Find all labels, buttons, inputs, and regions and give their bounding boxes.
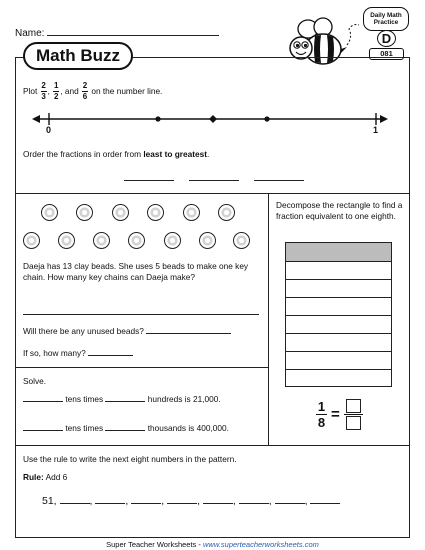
bead (164, 232, 181, 249)
beads-word-problem: Daeja has 13 clay beads. She uses 5 beads to make one key chain. How many key chains can Daeja make? (23, 261, 249, 282)
bead (199, 232, 216, 249)
fraction-two-sixths: $\frac{2}{6}$ (82, 81, 88, 101)
name-field[interactable] (47, 26, 219, 36)
pattern-blank-8[interactable] (310, 495, 340, 504)
shaded-section (286, 243, 391, 261)
beads-answer-line[interactable] (23, 306, 259, 315)
number-line-end: 1 (373, 125, 379, 135)
how-many-question: If so, how many? (23, 347, 133, 359)
badge-letter: D (377, 30, 396, 47)
unused-beads-answer[interactable] (146, 325, 231, 334)
plot-instruction: Plot $\frac{2}{3}$ , $\frac{1}{2}$ , and $\frac{2}{6}$ on the number line. (23, 81, 163, 101)
solve-label: Solve. (23, 376, 47, 386)
solve-line-1: tens times hundreds is 21,000. (23, 393, 221, 405)
name-row (15, 26, 219, 39)
divider-h3 (15, 445, 410, 446)
bead (218, 204, 235, 221)
solve-1-hundreds-blank[interactable] (105, 393, 145, 402)
pattern-blank-4[interactable] (167, 495, 197, 504)
fraction-one-half: $\frac{1}{2}$ (54, 81, 59, 101)
equivalent-fraction: 1 8 = (316, 399, 363, 430)
divider-v (268, 193, 269, 445)
daily-math-badge (363, 7, 409, 31)
footer (0, 540, 425, 549)
decompose-rectangle[interactable] (285, 242, 392, 387)
bead (76, 204, 93, 221)
numerator-box[interactable] (346, 399, 361, 413)
pattern-blank-2[interactable] (95, 495, 125, 504)
bead (58, 232, 75, 249)
divider-h1 (15, 193, 410, 194)
name-label: Name: (15, 28, 45, 39)
divider-h2 (15, 367, 268, 368)
bead (112, 204, 129, 221)
bead (41, 204, 58, 221)
one-eighth: 1 8 (317, 399, 326, 430)
pattern-blank-1[interactable] (60, 495, 90, 504)
order-answer-2[interactable] (189, 172, 239, 181)
pattern-start-number: 51, (42, 495, 57, 507)
bead (147, 204, 164, 221)
solve-2-tens-blank[interactable] (23, 422, 63, 431)
solve-2-thousands-blank[interactable] (105, 422, 145, 431)
solve-1-tens-blank[interactable] (23, 393, 63, 402)
pattern-blank-7[interactable] (275, 495, 305, 504)
footer-url[interactable]: www.superteacherworksheets.com (202, 540, 319, 549)
badge-line1: Daily Math (370, 12, 402, 19)
pattern-rule: Rule: Add 6 (23, 472, 68, 482)
solve-line-2: tens times thousands is 400,000. (23, 422, 229, 434)
fraction-two-thirds: $\frac{2}{3}$ (41, 81, 46, 101)
pattern-blank-5[interactable] (203, 495, 233, 504)
answer-fraction-boxes[interactable] (344, 399, 363, 430)
how-many-answer[interactable] (88, 347, 133, 356)
bead (93, 232, 110, 249)
pattern-blank-6[interactable] (239, 495, 269, 504)
pattern-blank-3[interactable] (131, 495, 161, 504)
denominator-box[interactable] (346, 416, 361, 430)
order-answer-3[interactable] (254, 172, 304, 181)
order-answer-1[interactable] (124, 172, 174, 181)
footer-brand: Super Teacher Worksheets - (106, 540, 203, 549)
badge-line2: Practice (373, 19, 399, 27)
bead (128, 232, 145, 249)
number-line-start: 0 (46, 125, 52, 135)
number-line[interactable] (30, 110, 390, 130)
order-instruction: Order the fractions in order from least to greatest. (23, 149, 210, 159)
page-title: Math Buzz (23, 42, 133, 70)
bead (233, 232, 250, 249)
decompose-instruction: Decompose the rectangle to find a fraction equivalent to one eighth. (276, 200, 403, 221)
pattern-instruction: Use the rule to write the next eight numbers in the pattern. (23, 454, 237, 464)
unused-beads-question: Will there be any unused beads? (23, 325, 231, 337)
badge-number: 081 (369, 48, 404, 60)
pattern-sequence: 51, , , , , , , , (42, 495, 340, 507)
bead (23, 232, 40, 249)
bead (183, 204, 200, 221)
